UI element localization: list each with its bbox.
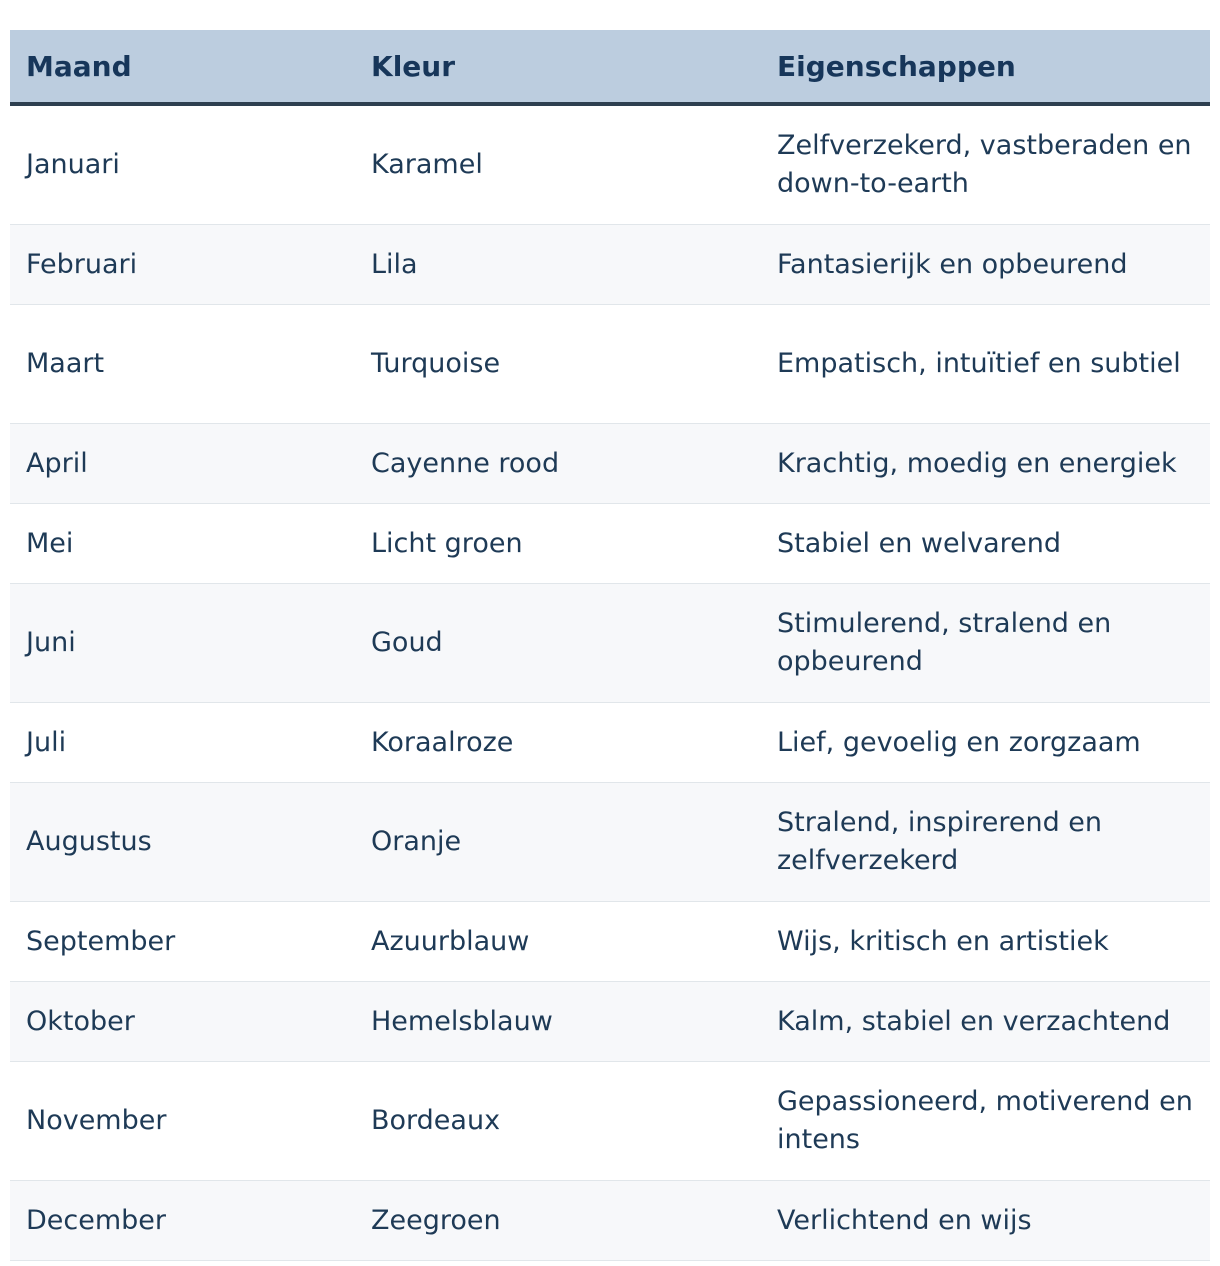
cell-month: Mei xyxy=(10,504,355,584)
table-row xyxy=(10,504,1210,584)
table-row xyxy=(10,104,1210,225)
table-row xyxy=(10,703,1210,783)
cell-color: Cayenne rood xyxy=(355,424,761,504)
cell-color: Hemelsblauw xyxy=(355,982,761,1062)
cell-month: Maart xyxy=(10,305,355,424)
header-eigenschappen: Eigenschappen xyxy=(761,30,1210,104)
cell-traits: Stimulerend, stralend en opbeurend xyxy=(761,584,1210,703)
cell-color: Oranje xyxy=(355,783,761,902)
cell-traits: Verlichtend en wijs xyxy=(761,1181,1210,1261)
cell-color: Goud xyxy=(355,584,761,703)
table-header xyxy=(10,30,1210,104)
table-row xyxy=(10,783,1210,902)
cell-color: Azuurblauw xyxy=(355,902,761,982)
cell-month: December xyxy=(10,1181,355,1261)
header-kleur: Kleur xyxy=(355,30,761,104)
table-row xyxy=(10,1062,1210,1181)
cell-month: Oktober xyxy=(10,982,355,1062)
cell-traits: Zelfverzekerd, vastberaden en down-to-earth xyxy=(761,104,1210,225)
cell-color: Karamel xyxy=(355,104,761,225)
table-row xyxy=(10,225,1210,305)
cell-month: Juni xyxy=(10,584,355,703)
cell-traits: Gepassioneerd, motiverend en intens xyxy=(761,1062,1210,1181)
header-maand: Maand xyxy=(10,30,355,104)
cell-traits: Kalm, stabiel en verzachtend xyxy=(761,982,1210,1062)
table-row xyxy=(10,902,1210,982)
cell-traits: Fantasierijk en opbeurend xyxy=(761,225,1210,305)
cell-color: Koraalroze xyxy=(355,703,761,783)
cell-month: September xyxy=(10,902,355,982)
month-color-table xyxy=(10,30,1210,1261)
header-row xyxy=(10,30,1210,104)
cell-color: Bordeaux xyxy=(355,1062,761,1181)
table-row xyxy=(10,584,1210,703)
table-row xyxy=(10,982,1210,1062)
cell-traits: Stabiel en welvarend xyxy=(761,504,1210,584)
cell-traits: Empatisch, intuïtief en subtiel xyxy=(761,305,1210,424)
cell-traits: Stralend, inspirerend en zelfverzekerd xyxy=(761,783,1210,902)
cell-month: Januari xyxy=(10,104,355,225)
cell-month: April xyxy=(10,424,355,504)
cell-month: Juli xyxy=(10,703,355,783)
table-row xyxy=(10,305,1210,424)
cell-color: Turquoise xyxy=(355,305,761,424)
cell-month: November xyxy=(10,1062,355,1181)
cell-color: Lila xyxy=(355,225,761,305)
table-row xyxy=(10,1181,1210,1261)
cell-traits: Lief, gevoelig en zorgzaam xyxy=(761,703,1210,783)
cell-color: Licht groen xyxy=(355,504,761,584)
cell-traits: Krachtig, moedig en energiek xyxy=(761,424,1210,504)
cell-traits: Wijs, kritisch en artistiek xyxy=(761,902,1210,982)
table-row xyxy=(10,424,1210,504)
cell-color: Zeegroen xyxy=(355,1181,761,1261)
cell-month: Februari xyxy=(10,225,355,305)
table-container xyxy=(10,30,1210,1261)
table-body xyxy=(10,104,1210,1261)
cell-month: Augustus xyxy=(10,783,355,902)
